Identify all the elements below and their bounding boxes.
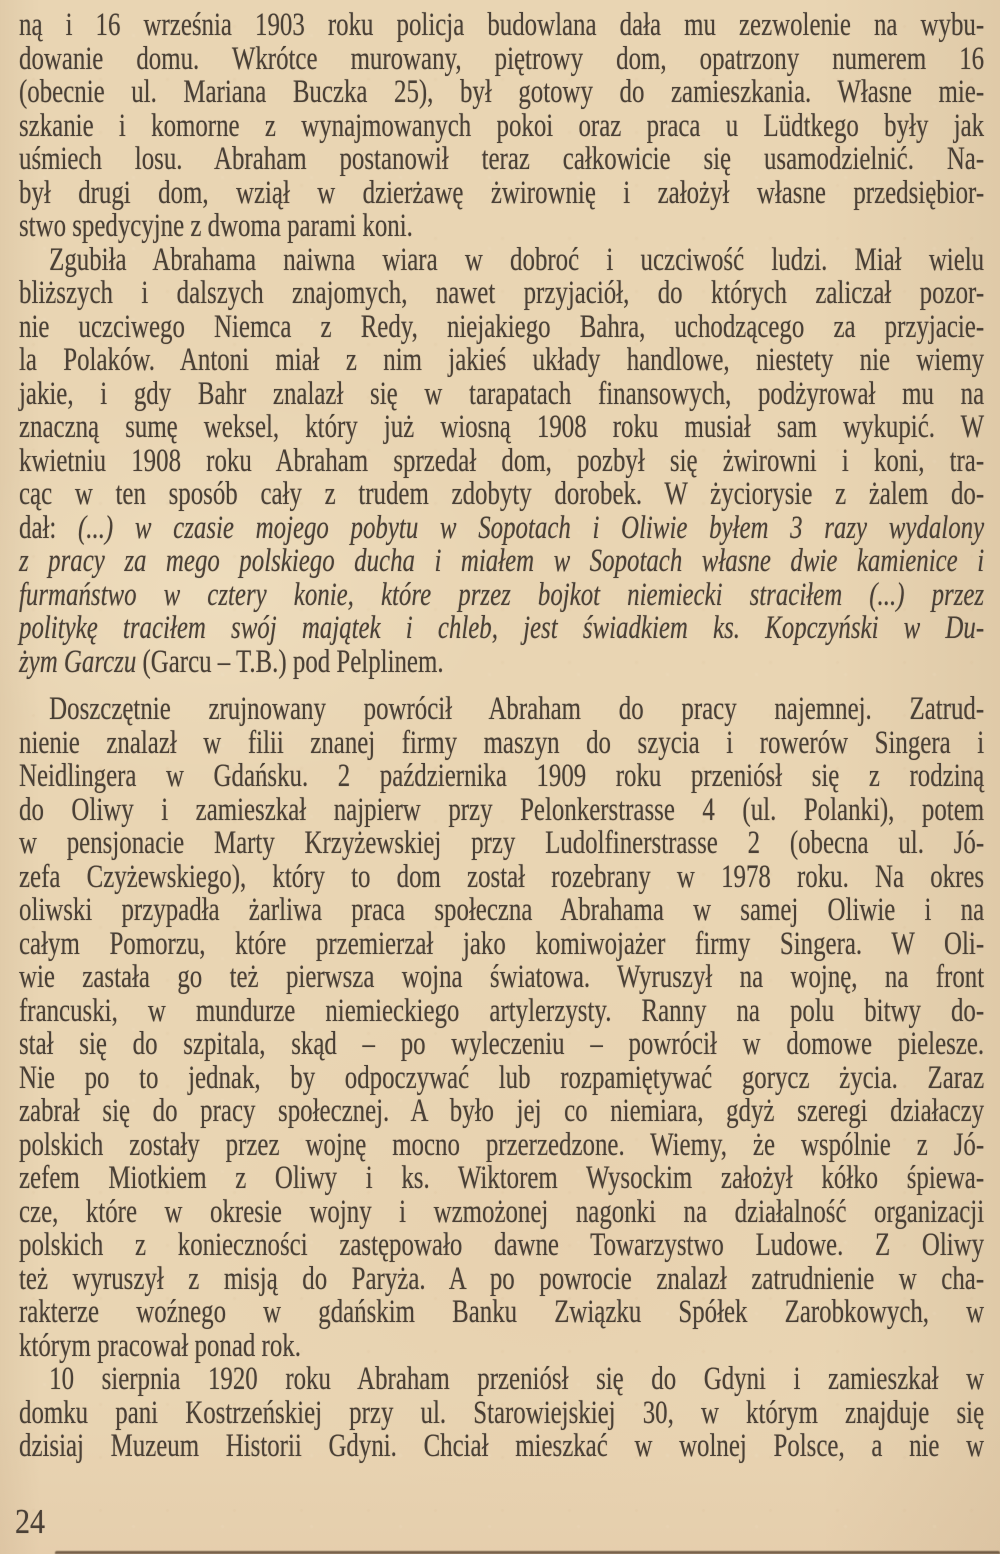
text-line — [19, 791, 985, 828]
text-segment: (obecnie ul. Mariana Buczka 25), był gotowy do zamieszkania. Własne mie- — [19, 74, 985, 110]
text-line — [19, 1162, 984, 1196]
text-segment: był drugi dom, wziął w dzierżawę żwirownię i założył własne przedsiębior- — [19, 174, 985, 211]
text-segment: domku pani Kostrzeńskiej przy ul. Starowiejskiej 30, w którym znajduje się — [19, 1394, 985, 1431]
text-segment: Neidlingera w Gdańsku. 2 października 1909 roku przeniósł się z rodziną — [19, 758, 985, 794]
text-segment: oliwski przypadła żarliwa praca społeczna Abrahama w samej Oliwie i na — [19, 892, 985, 928]
text-segment: 10 sierpnia 1920 roku Abraham przeniósł się do Gdyni i zamieszkał w — [49, 1361, 985, 1397]
text-segment: nie uczciwego Niemca z Redy, niejakiego Bahra, uchodzącego za przyjacie- — [19, 308, 985, 345]
text-segment: polskich z konieczności zastępowało dawne Towarzystwo Ludowe. Z Oliwy — [19, 1227, 985, 1263]
text-line — [19, 375, 985, 412]
paragraph — [19, 1363, 984, 1464]
text-segment: zabrał się do pracy społecznej. A było jej co niemiara, gdyż szeregi działaczy — [19, 1093, 985, 1129]
text-segment: la Polaków. Antoni miał z nim jakieś układy handlowe, niestety nie wiemy — [19, 342, 985, 378]
text-segment: Zgubiła Abrahama naiwna wiara w dobroć i uczciwość ludzi. Miał wielu — [49, 241, 985, 278]
text-line — [19, 827, 984, 861]
text-line — [19, 308, 985, 345]
text-segment: całym Pomorzu, które przemierzał jako komiwojażer firmy Singera. W Oli- — [19, 925, 985, 962]
text-line — [19, 442, 985, 479]
text-segment: (Garcu – T.B.) pod Pelplinem. — [142, 643, 444, 680]
text-line — [19, 277, 984, 311]
text-segment: zefa Czyżewskiego), który to dom został rozebrany w 1978 roku. Na okres — [19, 858, 985, 895]
text-segment: stwo spedycyjne z dwoma parami koni. — [19, 208, 413, 244]
text-segment: wie zastała go też pierwsza wojna światowa. Wyruszył na wojnę, na front — [19, 959, 985, 995]
text-segment: bliższych i dalszych znajomych, nawet przyjaciół, do których zaliczał pozor- — [19, 275, 985, 311]
text-line — [19, 1059, 985, 1096]
text-line — [19, 344, 984, 378]
text-line — [19, 1193, 985, 1230]
text-segment: cze, które w okresie wojny i wzmożonej nagonki na działalność organizacji — [19, 1193, 985, 1230]
text-line — [19, 760, 984, 794]
text-segment: szkanie i komorne z wynajmowanych pokoi oraz praca u Lüdtkego były jak — [19, 107, 985, 144]
paragraph — [19, 9, 984, 244]
text-line — [19, 241, 985, 278]
text-line — [19, 992, 985, 1029]
text-segment: uśmiech losu. Abraham postanowił teraz całkowicie się usamodzielnić. Na- — [19, 141, 985, 177]
text-line — [19, 174, 985, 211]
text-segment: Nie po to jednak, by odpoczywać lub rozpamiętywać gorycz życia. Zaraz — [19, 1059, 985, 1096]
text-line — [19, 1430, 984, 1464]
italic-text-segment: żym Garczu — [19, 643, 143, 680]
text-segment: zefem Miotkiem z Oliwy i ks. Wiktorem Wysockim założył kółko śpiewa- — [19, 1160, 985, 1196]
text-line — [19, 894, 984, 928]
text-segment: rakterze woźnego w gdańskim Banku Związku Spółek Zarobkowych, w — [19, 1294, 985, 1330]
text-segment: też wyruszył z misją do Paryża. A po powrocie znalazł zatrudnienie w cha- — [19, 1260, 985, 1297]
text-segment: cąc w ten sposób cały z trudem zdobyty dorobek. W życiorysie z żalem do- — [19, 476, 985, 512]
text-line — [19, 411, 984, 445]
text-line — [19, 1363, 984, 1397]
text-line — [19, 925, 985, 962]
text-line — [19, 961, 984, 995]
text-line — [19, 210, 984, 244]
text-line — [19, 1095, 984, 1129]
text-segment: którym pracował ponad rok. — [19, 1327, 301, 1364]
text-segment: do Oliwy i zamieszkał najpierw przy Pelonkerstrasse 4 (ul. Polanki), potem — [19, 791, 985, 828]
text-line — [19, 9, 984, 43]
text-line — [19, 724, 985, 761]
text-line — [19, 858, 985, 895]
text-block — [19, 9, 984, 1464]
text-line — [19, 1394, 985, 1431]
text-line — [19, 1126, 985, 1163]
text-line — [19, 1296, 984, 1330]
text-line — [19, 478, 984, 512]
text-segment: dzisiaj Muzeum Historii Gdyni. Chciał mieszkać w wolnej Polsce, a nie w — [19, 1428, 985, 1464]
text-line — [19, 40, 985, 77]
page-number: 24 — [15, 1502, 46, 1541]
italic-text-segment: furmaństwo w cztery konie, które przez bojkot niemiecki straciłem (...) przez — [19, 576, 985, 613]
text-line — [19, 612, 984, 646]
text-line — [19, 643, 984, 680]
text-line — [19, 1229, 984, 1263]
text-segment: polskich zostały przez wojnę mocno przerzedzone. Wiemy, że wspólnie z Jó- — [19, 1126, 985, 1163]
text-segment: kwietniu 1908 roku Abraham sprzedał dom, pozbył się żwirowni i koni, tra- — [19, 442, 985, 479]
text-segment: Doszczętnie zrujnowany powrócił Abraham do pracy najemnej. Zatrud- — [49, 691, 985, 727]
text-line — [19, 693, 984, 727]
text-line — [19, 1327, 984, 1364]
text-segment: jakie, i gdy Bahr znalazł się w tarapatach finansowych, podżyrował mu na — [19, 375, 985, 412]
text-segment: dał: — [19, 509, 78, 546]
paragraph — [19, 693, 984, 1363]
text-line — [19, 576, 985, 613]
text-line — [19, 143, 984, 177]
italic-text-segment: politykę traciłem swój majątek i chleb, jest świadkiem ks. Kopczyński w Du- — [19, 610, 985, 646]
text-line — [19, 509, 985, 546]
text-line — [19, 76, 984, 110]
text-segment: nienie znalazł w filii znanej firmy maszyn do szycia i rowerów Singera i — [19, 724, 985, 761]
text-segment: w pensjonacie Marty Krzyżewskiej przy Ludolfinerstrasse 2 (obecna ul. Jó- — [19, 825, 985, 861]
text-segment: stał się do szpitala, skąd – po wyleczeniu – powrócił w domowe pielesze. — [19, 1026, 985, 1062]
text-line — [19, 1260, 985, 1297]
text-line — [19, 107, 985, 144]
text-line — [19, 545, 984, 579]
text-segment: dowanie domu. Wkrótce murowany, piętrowy dom, opatrzony numerem 16 — [19, 40, 985, 77]
text-segment: znaczną sumę weksel, który już wiosną 1908 roku musiał sam wykupić. W — [19, 409, 985, 445]
paragraph — [19, 241, 985, 680]
text-segment: ną i 16 września 1903 roku policja budowlana dała mu zezwolenie na wybu- — [19, 7, 985, 43]
text-segment: francuski, w mundurze niemieckiego artylerzysty. Ranny na polu bitwy do- — [19, 992, 985, 1029]
text-line — [19, 1028, 984, 1062]
italic-text-segment: (...) w czasie mojego pobytu w Sopotach i Oliwie byłem 3 razy wydalony — [77, 509, 985, 546]
italic-text-segment: z pracy za mego polskiego ducha i miałem w Sopotach własne dwie kamienice i — [19, 543, 985, 579]
